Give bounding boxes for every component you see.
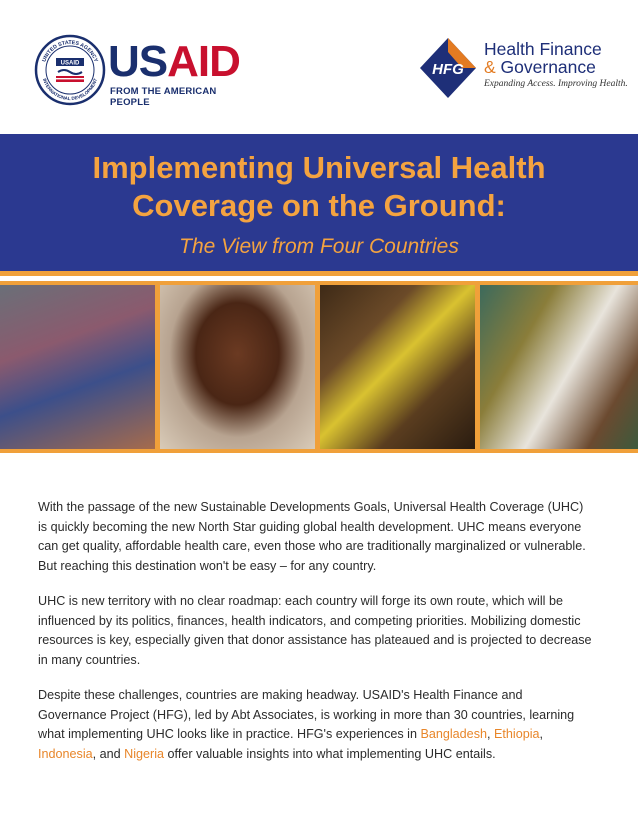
country-nigeria: Nigeria <box>124 746 165 761</box>
paragraph-2: UHC is new territory with no clear roadmap: each country will forge its own route, which will be influenced by its politics, finances, health indicators, and competing priorities. Mobilizing domestic resources is key, especially given that donor assistance has plateaued and is projected to decrease in many countries. <box>38 594 592 667</box>
hfg-name-line2 <box>484 58 596 76</box>
hfg-name-line1: Health Finance <box>484 39 602 59</box>
subtitle: The View from Four Countries <box>179 235 459 258</box>
hfg-diamond-icon <box>418 36 478 100</box>
photo-climbing-girl <box>320 285 475 449</box>
hfg-ampersand: & <box>484 57 496 77</box>
country-bangladesh: Bangladesh <box>420 727 487 741</box>
body-text <box>38 498 594 780</box>
usaid-wordmark <box>108 37 240 86</box>
paragraph-3-end: offer valuable insights into what implementing UHC entails. <box>164 746 496 761</box>
separator-3: , and <box>92 746 125 761</box>
hfg-mark-text: HFG <box>432 61 464 78</box>
separator-1: , <box>487 727 494 741</box>
seal-badge-text: USAID <box>60 60 80 67</box>
title-line-1: Implementing Universal Health <box>92 150 546 185</box>
hfg-name-governance: Governance <box>495 57 596 77</box>
usaid-word-us: US <box>108 37 168 86</box>
seal-bottom-text: INTERNATIONAL DEVELOPMENT <box>41 77 99 102</box>
paragraph-3-start: Despite these challenges, countries are making headway. USAID's Health Finance and Governance Project (HFG), led by Abt Associates, is working in more than 30 countries, learning what implementing UHC looks like in practice. HFG's experiences in <box>38 688 575 741</box>
photo-mother-and-child <box>0 285 155 449</box>
photo-strip <box>0 281 638 453</box>
usaid-seal-icon <box>34 34 106 106</box>
usaid-tagline: FROM THE AMERICAN PEOPLE <box>110 86 217 108</box>
hfg-tagline: Expanding Access. Improving Health. <box>484 79 628 89</box>
photo-smiling-boy <box>160 285 315 449</box>
country-ethiopia: Ethiopia <box>494 727 540 741</box>
photo-women-with-newborn <box>480 285 638 449</box>
usaid-word-aid: AID <box>167 37 240 86</box>
paragraph-1: With the passage of the new Sustainable Developments Goals, Universal Health Coverage (UHC) is quickly becoming the new North Star guiding global health development. UHC means everyone can get quality, affordable health care, even those who are traditionally marginalized or vulnerable. But reaching this destination won't be easy – for any country. <box>38 500 586 573</box>
usaid-logo <box>34 34 254 108</box>
separator-2: , <box>539 727 544 741</box>
title-banner <box>0 134 638 276</box>
country-indonesia: Indonesia <box>38 746 93 761</box>
title-line-2: Coverage on the Ground: <box>132 188 506 223</box>
hfg-logo <box>418 36 628 102</box>
seal-top-text: UNITED STATES AGENCY <box>41 40 99 63</box>
paragraph-3 <box>38 686 594 764</box>
